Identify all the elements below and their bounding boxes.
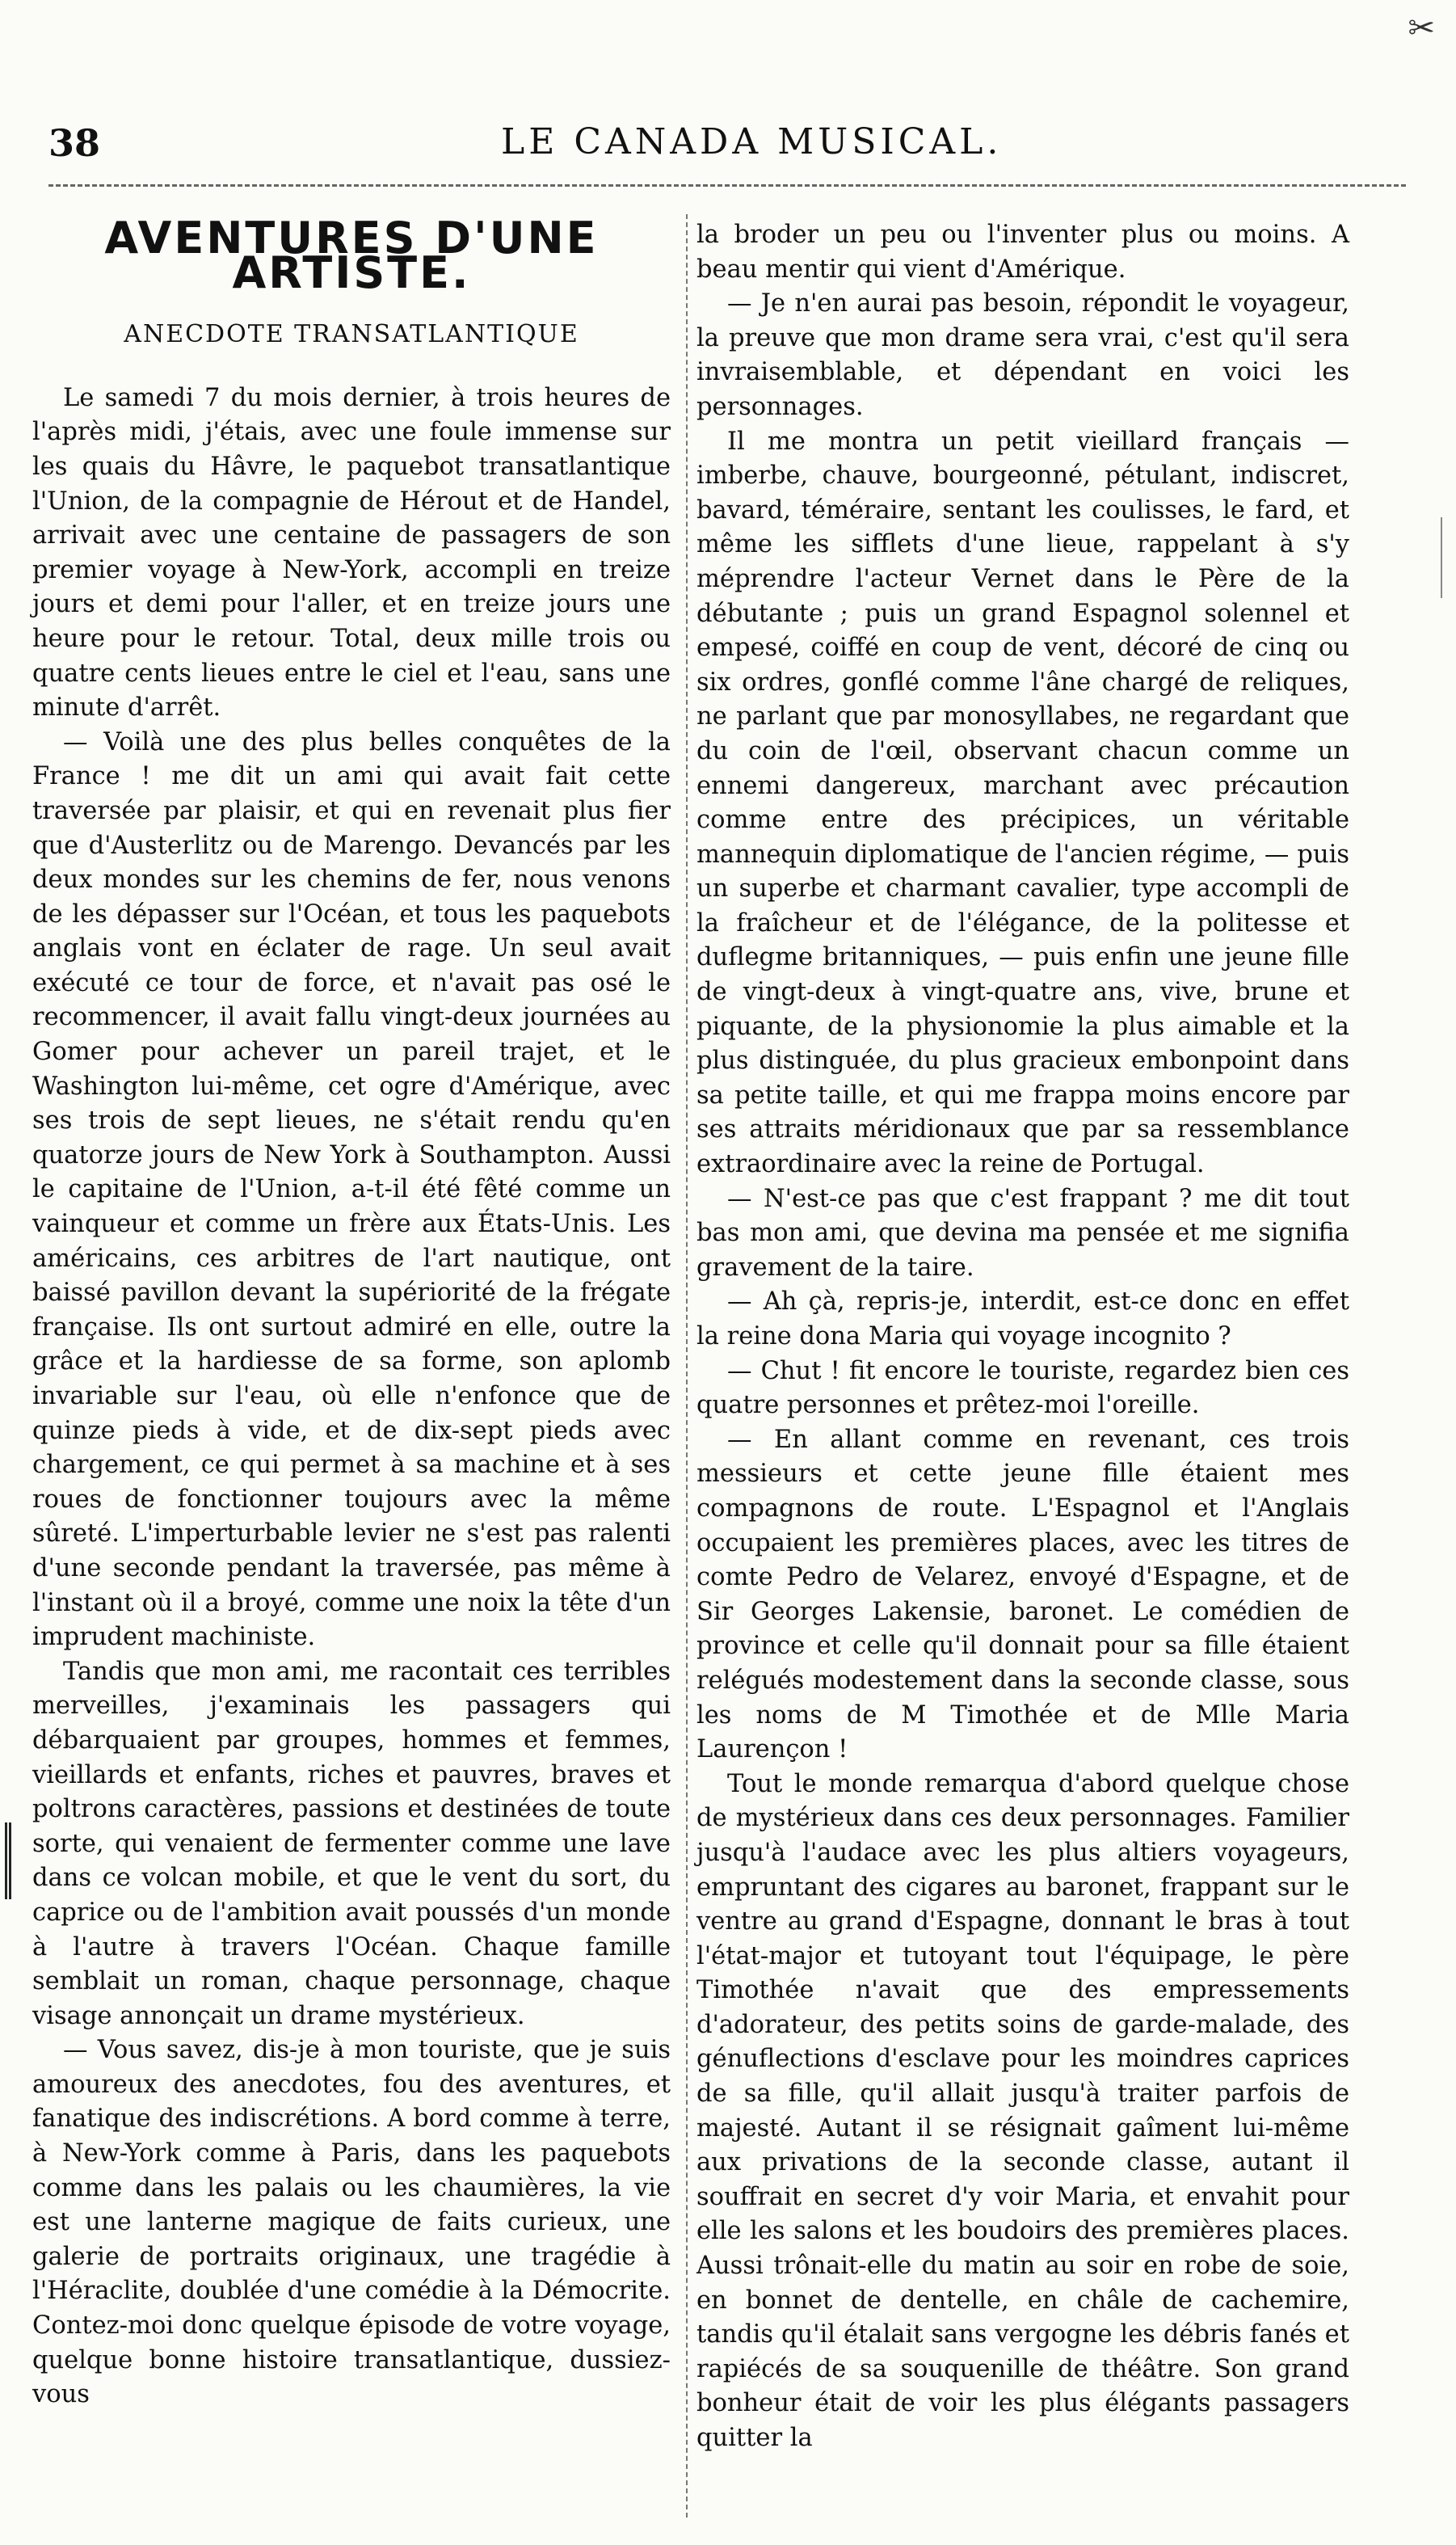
paragraph: Tandis que mon ami, me racontait ces terribles merveilles, j'examinais les passagers qui débarquaient par groupes, hommes et femmes, vieillards et enfants, riches et pauvres, braves et poltrons caractères, passions et destinées de toute sorte, qui venaient de fermenter comme une lave dans ce volcan mobile, et que le vent du sort, du caprice ou de l'ambition avait poussés d'un monde à l'autre à travers l'Océan. Chaque famille semblait un roman, chaque personnage, chaque visage annonçait un drame mystérieux.	[32, 1657, 671, 2030]
running-title: LE CANADA MUSICAL.	[501, 121, 1003, 162]
article-subtitle: ANECDOTE TRANSATLANTIQUE	[124, 320, 579, 349]
paragraph: — N'est-ce pas que c'est frappant ? me dit tout bas mon ami, que devina ma pensée et me signifia gravement de la taire.	[696, 1184, 1349, 1282]
header-divider	[48, 184, 1406, 187]
scissors-icon: ✂	[1408, 10, 1435, 47]
paragraph: — Voilà une des plus belles conquêtes de la France ! me dit un ami qui avait fait cette traversée par plaisir, et qui en revenait plus fier que d'Austerlitz ou de Marengo. Devancés par les deux mondes sur les chemins de fer, nous venons de les dépasser sur l'Océan, et tous les paquebots anglais vont en éclater de rage. Un seul avait exécuté ce tour de force, et n'avait pas osé le recommencer, il avait fallu vingt-deux journées au Gomer pour achever un pareil trajet, et le Washington lui-même, cet ogre d'Amérique, avec ses trois de sept lieues, ne s'était rendu qu'en quatorze jours de New York à Southampton. Aussi le capitaine de l'Union, a-t-il été fêté comme un vainqueur et comme un frère aux États-Unis. Les américains, ces arbitres de l'art nautique, ont baissé pavillon devant la supériorité de la frégate française. Ils ont surtout admiré en elle, outre la grâce et la hardiesse de sa forme, son aplomb invariable sur l'eau, où elle n'enfonce que de quinze pieds à vide, et de dix-sept pieds avec chargement, ce qui permet à sa machine et à ses roues de fonctionner toujours avec la même sûreté. L'imperturbable levier ne s'est pas ralenti d'une seconde pendant la traversée, pas même à l'instant où il a broyé, comme une noix la tête d'un imprudent machiniste.	[32, 727, 671, 1652]
paragraph: — Chut ! fit encore le touriste, regardez bien ces quatre personnes et prêtez-moi l'oreille.	[696, 1356, 1349, 1420]
margin-mark	[1441, 517, 1442, 598]
page-header	[48, 121, 1406, 178]
paragraph: — Je n'en aurai pas besoin, répondit le voyageur, la preuve que mon drame sera vrai, c'est qu'il sera invraisemblable, et dépendant en voici les personnages.	[696, 289, 1349, 421]
paragraph: Le samedi 7 du mois dernier, à trois heures de l'après midi, j'étais, avec une foule immense sur les quais du Hâvre, le paquebot transatlantique l'Union, de la compagnie de Hérout et de Handel, arrivait avec une centaine de passagers de son premier voyage à New-York, accompli en treize jours et demi pour l'aller, et en treize jours une heure pour le retour. Total, deux mille trois ou quatre cents lieues entre le ciel et l'eau, sans une minute d'arrêt.	[32, 383, 671, 723]
binding-edge-mark	[5, 1822, 13, 1899]
left-column	[32, 213, 671, 2412]
paragraph: Tout le monde remarqua d'abord quelque chose de mystérieux dans ces deux personnages. Familier jusqu'à l'audace avec les plus altiers voyageurs, empruntant des cigares au baronet, frappant sur le ventre au grand d'Espagne, donnant le bras à tout l'état-major et tutoyant tout l'équipage, le père Timothée n'avait que des empressements d'adorateur, des petits soins de garde-malade, des génuflections d'esclave pour les moindres caprices de sa fille, qu'il allait jusqu'à traiter parfois de majesté. Autant il se résignait gaîment lui-même aux privations de la seconde classe, autant il souffrait en secret d'y voir Maria, et envahit pour elle les salons et les boudoirs des premières places. Aussi trônait-elle du matin au soir en robe de soie, en bonnet de dentelle, en châle de cachemire, tandis qu'il étalait sans vergogne les débris fanés et rapiécés de sa souquenille de théâtre. Son grand bonheur était de voir les plus élégants passagers quitter la	[696, 1769, 1349, 2452]
right-column	[696, 218, 1349, 2456]
paragraph: — En allant comme en revenant, ces trois messieurs et cette jeune fille étaient mes compagnons de route. L'Espagnol et l'Anglais occupaient les premières places, avec les titres de comte Pedro de Velarez, envoyé d'Espagne, et de Sir Georges Lakensie, baronet. Le comédien de province et celle qu'il donnait pour sa fille étaient relégués modestement dans la seconde classe, sous les noms de M Timothée et de Mlle Maria Laurençon !	[696, 1425, 1349, 1764]
column-divider	[686, 214, 688, 2518]
paragraph: — Vous savez, dis-je à mon touriste, que je suis amoureux des anecdotes, fou des aventures, et fanatique des indiscrétions. A bord comme à terre, à New-York comme à Paris, dans les paquebots comme dans les palais ou les chaumières, la vie est une lanterne magique de faits curieux, une galerie de portraits originaux, une tragédie à l'Héraclite, doublée d'une comédie à la Démocrite. Contez-moi donc quelque épisode de votre voyage, quelque bonne histoire transatlantique, dussiez-vous	[32, 2036, 671, 2409]
article-title: AVENTURES D'UNE ARTISTE.	[104, 213, 599, 298]
paragraph: Il me montra un petit vieillard français — imberbe, chauve, bourgeonné, pétulant, indiscret, bavard, téméraire, sentant les coulisses, le fard, et même les sifflets d'une lieue, rappelant à s'y méprendre l'acteur Vernet dans le Père de la débutante ; puis un grand Espagnol solennel et empesé, coiffé en coup de vent, décoré de cinq ou six ordres, gonflé comme l'âne chargé de reliques, ne parlant que par monosyllabes, ne regardant que du coin de l'œil, observant chacun comme un ennemi dangereux, marchant avec précaution comme entre des précipices, un véritable mannequin diplomatique de l'ancien régime, — puis un superbe et charmant cavalier, type accompli de la fraîcheur et de l'élégance, de la politesse et duflegme britanniques, — puis enfin une jeune fille de vingt-deux à vingt-quatre ans, vive, brune et piquante, de la physionomie la plus aimable et la plus distinguée, du plus gracieux embonpoint dans sa petite taille, et qui me frappa moins encore par ses attraits méridionaux que par sa ressemblance extraordinaire avec la reine de Portugal.	[696, 427, 1349, 1179]
page-number: 38	[48, 121, 101, 165]
paragraph: — Ah çà, repris-je, interdit, est-ce donc en effet la reine dona Maria qui voyage incognito ?	[696, 1287, 1349, 1350]
paragraph: la broder un peu ou l'inventer plus ou moins. A beau mentir qui vient d'Amérique.	[696, 221, 1349, 284]
